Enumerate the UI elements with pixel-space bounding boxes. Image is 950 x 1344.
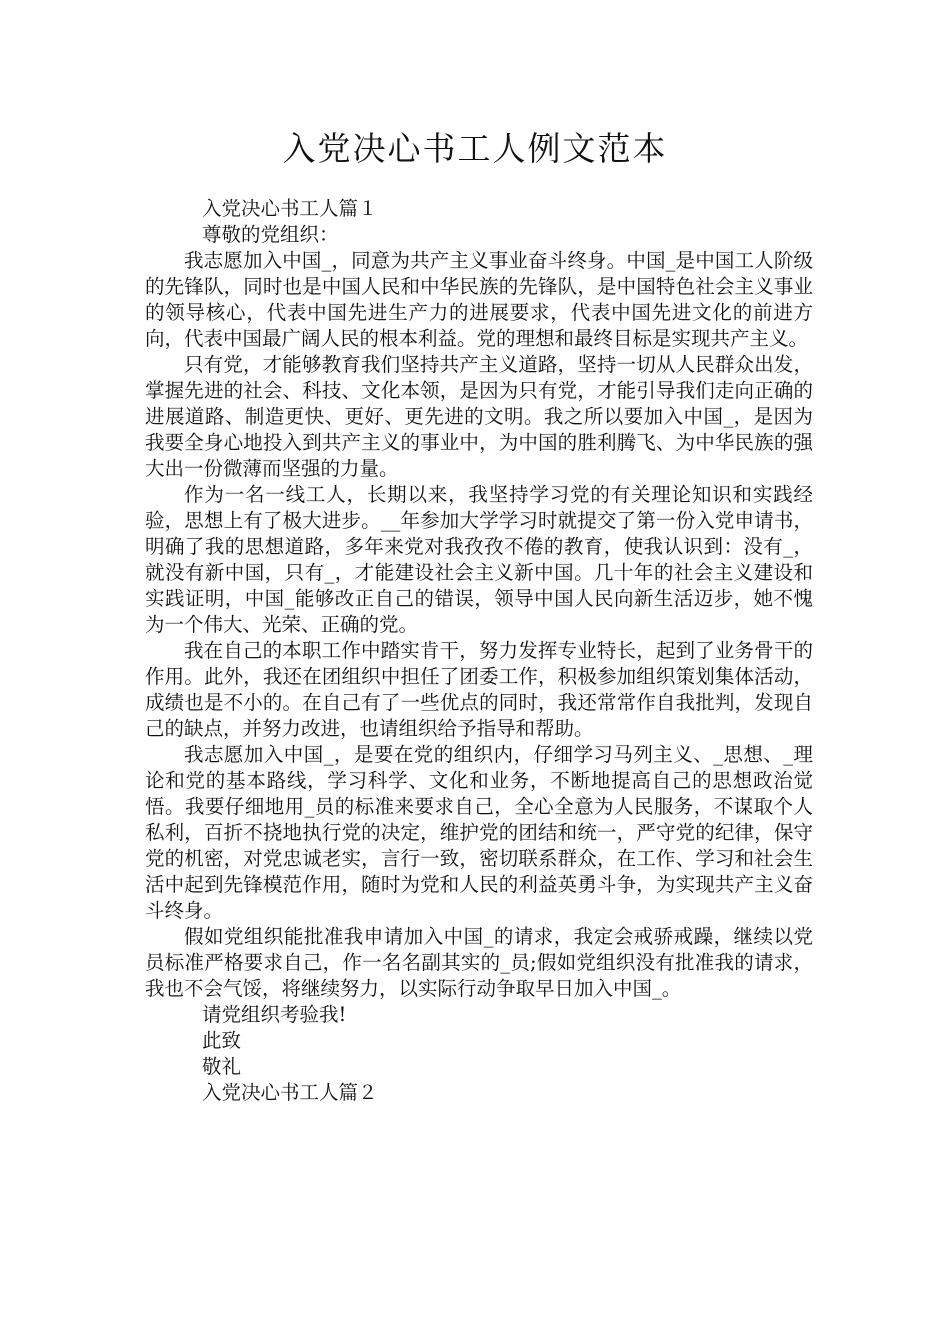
document-body [145, 196, 813, 1106]
document-title: 入党决心书工人例文范本 [282, 129, 668, 168]
body-paragraph-3: 作为一名一线工人，长期以来，我坚持学习党的有关理论知识和实践经验，思想上有了极大进步。__年参加大学学习时就提交了第一份入党申请书，明确了我的思想道路，多年来党对我孜孜不倦的教育，使我认识到：没有_，就没有新中国，只有_，才能建设社会主义新中国。几十年的社会主义建设和实践证明，中国_能够改正自己的错误，领导中国人民向新生活迈步，她不愧为一个伟大、光荣、正确的党。 [145, 483, 813, 636]
body-paragraph-6: 假如党组织能批准我申请加入中国_的请求，我定会戒骄戒躁，继续以党员标准严格要求自己，作一名名副其实的_员;假如党组织没有批准我的请求，我也不会气馁，将继续努力，以实际行动争取早日加入中国_。 [145, 925, 813, 1000]
section-heading-1: 入党决心书工人篇１ [202, 197, 378, 220]
salutation: 尊敬的党组织： [202, 223, 339, 246]
section-heading-2: 入党决心书工人篇２ [202, 1081, 378, 1104]
closing-request: 请党组织考验我! [202, 1003, 347, 1026]
body-paragraph-4: 我在自己的本职工作中踏实肯干，努力发挥专业特长，起到了业务骨干的作用。此外，我还在团组织中担任了团委工作，积极参加组织策划集体活动，成绩也是不小的。在自己有了一些优点的同时，我还常常作自我批判，发现自己的缺点，并努力改进，也请组织给予指导和帮助。 [145, 639, 813, 740]
body-paragraph-5: 我志愿加入中国_，是要在党的组织内，仔细学习马列主义、_思想、_理论和党的基本路线，学习科学、文化和业务，不断地提高自己的思想政治觉悟。我要仔细地用_员的标准来要求自己，全心全意为人民服务，不谋取个人私利，百折不挠地执行党的决定，维护党的团结和统一，严守党的纪律，保守党的机密，对党忠诚老实，言行一致，密切联系群众，在工作、学习和社会生活中起到先锋模范作用，随时为党和人民的利益英勇斗争，为实现共产主义奋斗终身。 [145, 743, 813, 922]
closing-line-2: 敬礼 [202, 1055, 242, 1078]
closing-line-1: 此致 [202, 1029, 242, 1052]
body-paragraph-1: 我志愿加入中国_，同意为共产主义事业奋斗终身。中国_是中国工人阶级的先锋队，同时也是中国人民和中华民族的先锋队，是中国特色社会主义事业的领导核心，代表中国先进生产力的进展要求，代表中国先进文化的前进方向，代表中国最广阔人民的根本利益。党的理想和最终目标是实现共产主义。 [145, 249, 813, 350]
body-paragraph-2: 只有党，才能够教育我们坚持共产主义道路，坚持一切从人民群众出发，掌握先进的社会、科技、文化本领，是因为只有党，才能引导我们走向正确的进展道路、制造更快、更好、更先进的文明。我之所以要加入中国_，是因为我要全身心地投入到共产主义的事业中，为中国的胜利腾飞、为中华民族的强大出一份微薄而坚强的力量。 [145, 353, 813, 480]
